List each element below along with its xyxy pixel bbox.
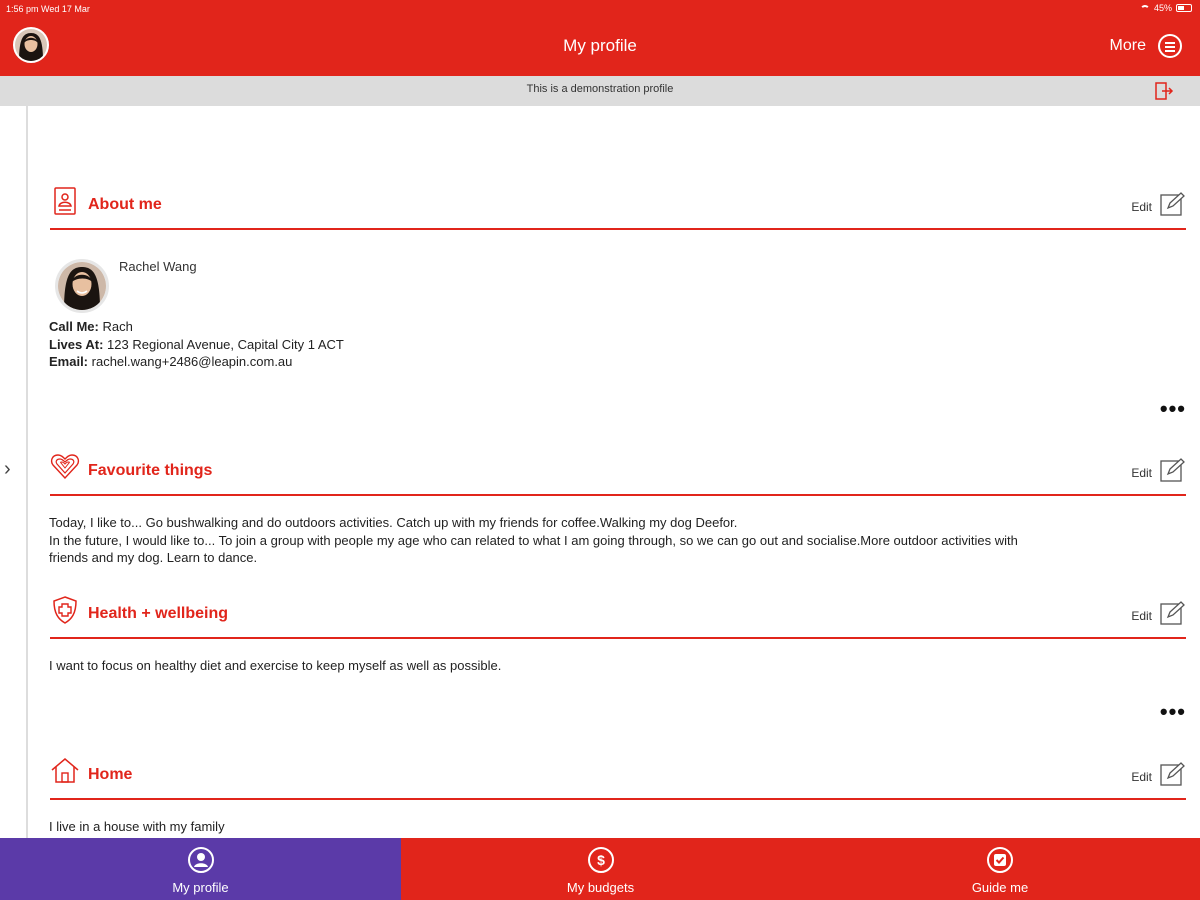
check-icon [986,846,1014,874]
lives-at-value: 123 Regional Avenue, Capital City 1 ACT [107,337,344,352]
house-icon [50,756,80,786]
banner-text: This is a demonstration profile [526,83,674,95]
status-bar [0,0,1200,18]
about-more-options-icon[interactable]: ••• [1159,396,1186,421]
health-wellbeing-title: Health + wellbeing [88,605,229,622]
profile-photo [55,259,109,313]
demo-banner [0,76,1200,106]
svg-text:$: $ [596,852,605,868]
menu-icon [1158,34,1182,58]
health-more-options-icon[interactable]: ••• [1159,699,1186,724]
email-value: rachel.wang+2486@leapin.com.au [91,354,293,369]
exit-demo-icon[interactable] [1154,81,1174,101]
person-icon [187,846,215,874]
id-card-icon [50,186,80,216]
home-header [50,750,1186,800]
tab-guide-me[interactable] [800,838,1200,900]
more-button[interactable] [1110,34,1182,58]
about-me-title: About me [88,196,162,213]
wifi-icon [1140,5,1150,12]
favourites-future-text-cont: friends and my dog. Learn to dance. [49,550,258,565]
edit-pencil-icon [1160,601,1186,625]
edit-label: Edit [1131,200,1152,214]
tab-guide-me-label: Guide me [971,880,1029,895]
favourites-today-text: Today, I like to... Go bushwalking and do outdoors activities. Catch up with my friends for coffee.Walking my dog Deefor. [49,515,738,530]
lives-at-label: Lives At: [49,337,104,352]
favourite-things-text [49,514,1179,567]
profile-photo-icon [58,262,106,310]
left-rail [26,106,28,838]
favourite-things-title: Favourite things [88,462,213,479]
status-time: 1:56 pm Wed 17 Mar [6,4,90,14]
call-me-label: Call Me: [49,319,99,334]
home-edit-button[interactable] [1131,762,1186,786]
home-text: I live in a house with my family [49,819,225,834]
edit-label: Edit [1131,770,1152,784]
edit-pencil-icon [1160,192,1186,216]
about-me-edit-button[interactable] [1131,192,1186,216]
edit-label: Edit [1131,609,1152,623]
health-wellbeing-edit-button[interactable] [1131,601,1186,625]
expand-sidebar-chevron-icon[interactable]: › [4,458,11,480]
favourites-future-text: In the future, I would like to... To join a group with people my age who can related to what I am going through, so we can go out and socialise.More outdoor activities with [49,532,1018,548]
tab-my-budgets[interactable] [401,838,800,900]
favourite-things-header [50,446,1186,496]
tab-my-profile-label: My profile [172,880,229,895]
favourite-things-edit-button[interactable] [1131,458,1186,482]
more-label: More [1109,37,1146,54]
call-me-row [49,319,133,334]
bottom-tab-bar [0,838,1200,900]
email-row [49,354,292,369]
health-shield-icon [50,595,80,625]
home-title: Home [88,766,133,783]
edit-pencil-icon [1160,458,1186,482]
tab-my-profile[interactable] [0,838,401,900]
battery-percent: 45% [1153,3,1172,13]
heart-icon [50,452,80,482]
health-wellbeing-text: I want to focus on healthy diet and exercise to keep myself as well as possible. [49,658,502,673]
tab-my-budgets-label: My budgets [566,880,635,895]
about-me-header [50,180,1186,230]
page-title: My profile [563,36,637,55]
edit-pencil-icon [1160,762,1186,786]
email-label: Email: [49,354,89,369]
call-me-value: Rach [102,319,133,334]
lives-at-row [49,337,344,352]
dollar-icon [587,846,615,874]
profile-name: Rachel Wang [119,259,197,274]
status-right [1140,3,1192,13]
edit-label: Edit [1131,466,1152,480]
battery-icon [1176,4,1192,12]
top-bar [0,0,1200,76]
health-wellbeing-header [50,589,1186,639]
